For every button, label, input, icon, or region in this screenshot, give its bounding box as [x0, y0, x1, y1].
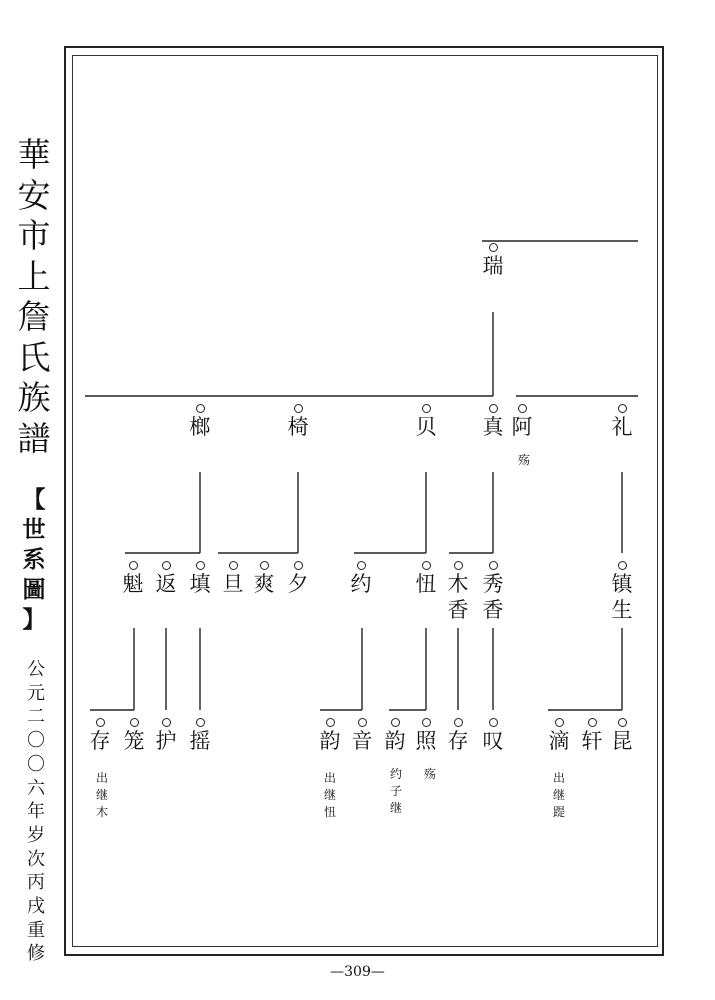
node-circle — [294, 404, 303, 413]
node-circle — [196, 718, 205, 727]
person-kun: 昆 — [607, 718, 637, 754]
person-zhao: 照 — [411, 718, 441, 754]
person-cun-b: 存 — [443, 718, 473, 754]
node-circle — [358, 718, 367, 727]
node-circle — [196, 404, 205, 413]
node-circle — [454, 561, 463, 570]
node-circle — [422, 718, 431, 727]
section-label: 【 世 系 圖 】 — [22, 486, 46, 633]
node-circle — [391, 718, 400, 727]
node-circle — [96, 718, 105, 727]
node-circle — [422, 404, 431, 413]
person-cun-a: 存 — [85, 718, 115, 754]
person-niu: 忸 — [411, 561, 441, 597]
node-circle — [129, 561, 138, 570]
node-circle — [588, 718, 597, 727]
node-circle — [162, 561, 171, 570]
person-xiuxiang: 秀 香 — [478, 561, 508, 623]
node-circle — [618, 561, 627, 570]
node-circle — [357, 561, 366, 570]
person-xi: 夕 — [283, 561, 313, 597]
person-tan: 叹 — [478, 718, 508, 754]
node-circle — [130, 718, 139, 727]
person-yue: 约 — [346, 561, 376, 597]
book-title: 華 安 市 上 詹 氏 族 譜 — [17, 135, 51, 458]
node-circle — [489, 243, 498, 252]
person-li: 礼 — [607, 404, 637, 440]
person-long: 笼 — [119, 718, 149, 754]
person-xuan: 轩 — [577, 718, 607, 754]
person-bei: 贝 — [411, 404, 441, 440]
person-hu: 护 — [151, 718, 181, 754]
node-circle — [260, 561, 269, 570]
node-circle — [196, 561, 205, 570]
note-di: 出 继 踶 — [552, 771, 565, 819]
note-yun-a: 出 继 忸 — [323, 771, 336, 819]
node-circle — [454, 718, 463, 727]
person-yin: 音 — [347, 718, 377, 754]
node-circle — [489, 718, 498, 727]
revision-date: 公 元 二 〇 〇 六 年 岁 次 丙 戌 重 修 — [27, 659, 45, 965]
person-yun-a: 韵 — [315, 718, 345, 754]
node-circle — [422, 561, 431, 570]
person-tian: 填 — [185, 561, 215, 597]
page-number: —309— — [330, 964, 385, 980]
node-circle — [555, 718, 564, 727]
person-shuang: 爽 — [249, 561, 279, 597]
node-circle — [229, 561, 238, 570]
person-muxiang: 木 香 — [443, 561, 473, 623]
note-cun-a: 出 继 木 — [95, 771, 108, 819]
person-kui: 魁 — [118, 561, 148, 597]
person-lang: 榔 — [185, 404, 215, 440]
node-circle — [162, 718, 171, 727]
person-yao: 摇 — [185, 718, 215, 754]
node-circle — [326, 718, 335, 727]
person-zhensheng: 镇 生 — [607, 561, 637, 623]
person-rui: 瑞 — [478, 243, 508, 279]
note-a: 殇 — [517, 453, 530, 467]
person-yun-b: 韵 — [380, 718, 410, 754]
person-fan: 返 — [151, 561, 181, 597]
person-dan: 旦 — [218, 561, 248, 597]
node-circle — [618, 404, 627, 413]
node-circle — [518, 404, 527, 413]
person-di: 滴 — [544, 718, 574, 754]
note-yun-b: 约 子 继 — [389, 767, 402, 815]
person-yi: 椅 — [283, 404, 313, 440]
person-a: 阿 — [507, 404, 537, 440]
node-circle — [618, 718, 627, 727]
person-zhen: 真 — [478, 404, 508, 440]
node-circle — [489, 404, 498, 413]
node-circle — [294, 561, 303, 570]
note-zhao: 殇 — [423, 767, 436, 781]
node-circle — [489, 561, 498, 570]
